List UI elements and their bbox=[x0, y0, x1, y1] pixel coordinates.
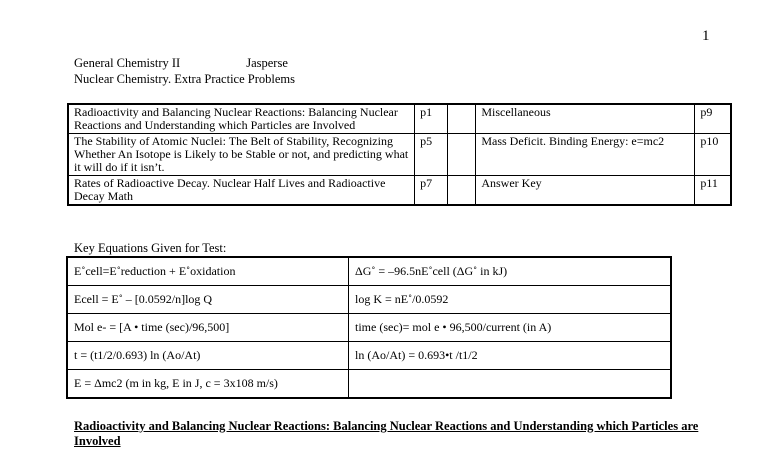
equation-cell: log K = nE˚/0.0592 bbox=[349, 286, 672, 314]
toc-row bbox=[68, 134, 731, 176]
equation-cell: E = Δmc2 (m in kg, E in J, c = 3x108 m/s) bbox=[67, 370, 349, 399]
toc-page: p11 bbox=[695, 176, 731, 206]
toc-page: p10 bbox=[695, 134, 731, 176]
toc-page: p1 bbox=[415, 104, 448, 134]
equation-cell: Mol e- = [A • time (sec)/96,500] bbox=[67, 314, 349, 342]
key-equations-table bbox=[66, 256, 672, 399]
toc-page: p9 bbox=[695, 104, 731, 134]
toc-page: p5 bbox=[415, 134, 448, 176]
toc-topic: The Stability of Atomic Nuclei: The Belt of Stability, Recognizing Whether An Isotope is Likely to be Stable or not, and predicting what it will do if it isn’t. bbox=[68, 134, 415, 176]
toc-row bbox=[68, 104, 731, 134]
author-name: Jasperse bbox=[246, 56, 288, 70]
equation-row bbox=[67, 314, 671, 342]
equation-cell: t = (t1/2/0.693) ln (Ao/At) bbox=[67, 342, 349, 370]
key-equations-label: Key Equations Given for Test: bbox=[74, 241, 227, 255]
equation-row bbox=[67, 370, 671, 399]
toc-spacer bbox=[448, 134, 476, 176]
equation-cell: ΔG˚ = –96.5nE˚cell (ΔG˚ in kJ) bbox=[349, 257, 672, 286]
document-subtitle: Nuclear Chemistry. Extra Practice Problems bbox=[74, 72, 295, 86]
equation-row bbox=[67, 257, 671, 286]
equation-cell: ln (Ao/At) = 0.693•t /t1/2 bbox=[349, 342, 672, 370]
equation-cell bbox=[349, 370, 672, 399]
equation-cell: E˚cell=E˚reduction + E˚oxidation bbox=[67, 257, 349, 286]
toc-row bbox=[68, 176, 731, 206]
toc-topic: Answer Key bbox=[476, 176, 695, 206]
equation-cell: time (sec)= mol e • 96,500/current (in A) bbox=[349, 314, 672, 342]
toc-topic: Radioactivity and Balancing Nuclear Reactions: Balancing Nuclear Reactions and Understanding which Particles are Involved bbox=[68, 104, 415, 134]
page-number: 1 bbox=[702, 28, 710, 44]
toc-page: p7 bbox=[415, 176, 448, 206]
table-of-contents bbox=[67, 103, 732, 206]
document-header bbox=[74, 55, 295, 87]
equation-cell: Ecell = E˚ – [0.0592/n]log Q bbox=[67, 286, 349, 314]
toc-spacer bbox=[448, 104, 476, 134]
section-heading: Radioactivity and Balancing Nuclear Reactions: Balancing Nuclear Reactions and Understanding which Particles are Involved bbox=[74, 419, 699, 448]
course-title: General Chemistry II bbox=[74, 56, 181, 70]
toc-spacer bbox=[448, 176, 476, 206]
toc-topic: Mass Deficit. Binding Energy: e=mc2 bbox=[476, 134, 695, 176]
equation-row bbox=[67, 342, 671, 370]
toc-topic: Rates of Radioactive Decay. Nuclear Half Lives and Radioactive Decay Math bbox=[68, 176, 415, 206]
toc-topic: Miscellaneous bbox=[476, 104, 695, 134]
equation-row bbox=[67, 286, 671, 314]
